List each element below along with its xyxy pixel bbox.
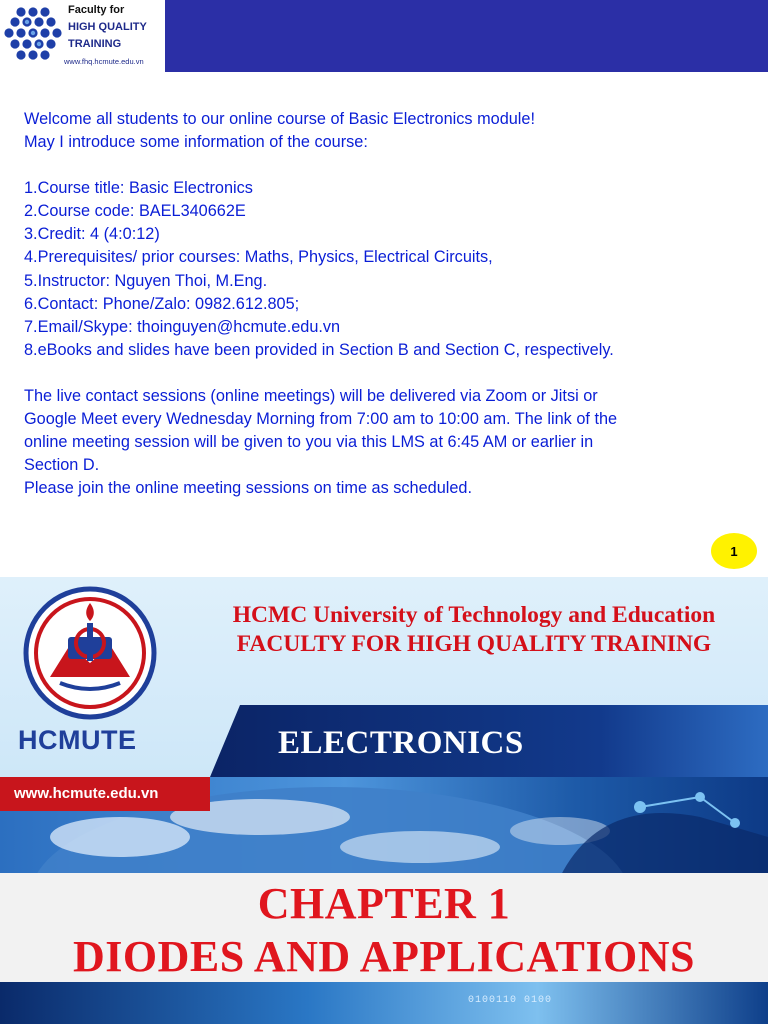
intro-line: May I introduce some information of the course: (24, 133, 368, 152)
bottom-tech-strip (0, 982, 768, 1024)
info-item: 3.Credit: 4 (4:0:12) (24, 225, 160, 244)
faculty-logo-area (0, 0, 165, 72)
university-name: HCMC University of Technology and Education (232, 602, 716, 628)
faculty-url[interactable]: www.fhq.hcmute.edu.vn (64, 57, 144, 66)
university-seal-icon (22, 585, 158, 721)
header-band (165, 0, 768, 72)
note-line: Please join the online meeting sessions on time as scheduled. (24, 479, 473, 498)
chapter-heading (0, 877, 768, 983)
binary-text: 0100110 0100 (468, 995, 553, 1006)
info-item: 1.Course title: Basic Electronics (24, 179, 253, 198)
page-number-badge: 1 (711, 533, 757, 569)
chapter-title: DIODES AND APPLICATIONS (73, 932, 695, 981)
university-heading (180, 601, 768, 659)
info-item: 7.Email/Skype: thoinguyen@hcmute.edu.vn (24, 317, 341, 336)
faculty-title: FACULTY FOR HIGH QUALITY TRAINING (236, 631, 712, 657)
note-line: Google Meet every Wednesday Morning from 7:00 am to 10:00 am. The link of the (24, 410, 618, 429)
faculty-line-3: TRAINING (68, 38, 122, 50)
note-line: online meeting session will be given to you via this LMS at 6:45 AM or earlier in (24, 433, 594, 452)
info-item: 5.Instructor: Nguyen Thoi, M.Eng. (24, 271, 268, 290)
faculty-line-1: Faculty for (68, 4, 125, 16)
intro-line: Welcome all students to our online course of Basic Electronics module! (24, 110, 535, 128)
hex-cluster-icon (4, 6, 62, 64)
note-line: Section D. (24, 456, 100, 475)
note-line: The live contact sessions (online meetings) will be delivered via Zoom or Jitsi or (24, 386, 598, 405)
faculty-name (68, 2, 147, 53)
info-item: 4.Prerequisites/ prior courses: Maths, Physics, Electrical Circuits, (24, 248, 493, 267)
course-info-text (24, 108, 754, 500)
slide-2 (0, 577, 768, 1024)
hcmute-logotype: HCMUTE (18, 725, 137, 755)
chapter-number: CHAPTER 1 (257, 879, 511, 928)
university-url[interactable]: www.hcmute.edu.vn (14, 785, 159, 802)
info-item: 2.Course code: BAEL340662E (24, 202, 246, 221)
info-item: 6.Contact: Phone/Zalo: 0982.612.805; (24, 294, 300, 313)
subject-title: ELECTRONICS (278, 725, 524, 761)
faculty-line-2: HIGH QUALITY (68, 21, 147, 33)
info-item: 8.eBooks and slides have been provided in Section B and Section C, respectively. (24, 340, 614, 359)
